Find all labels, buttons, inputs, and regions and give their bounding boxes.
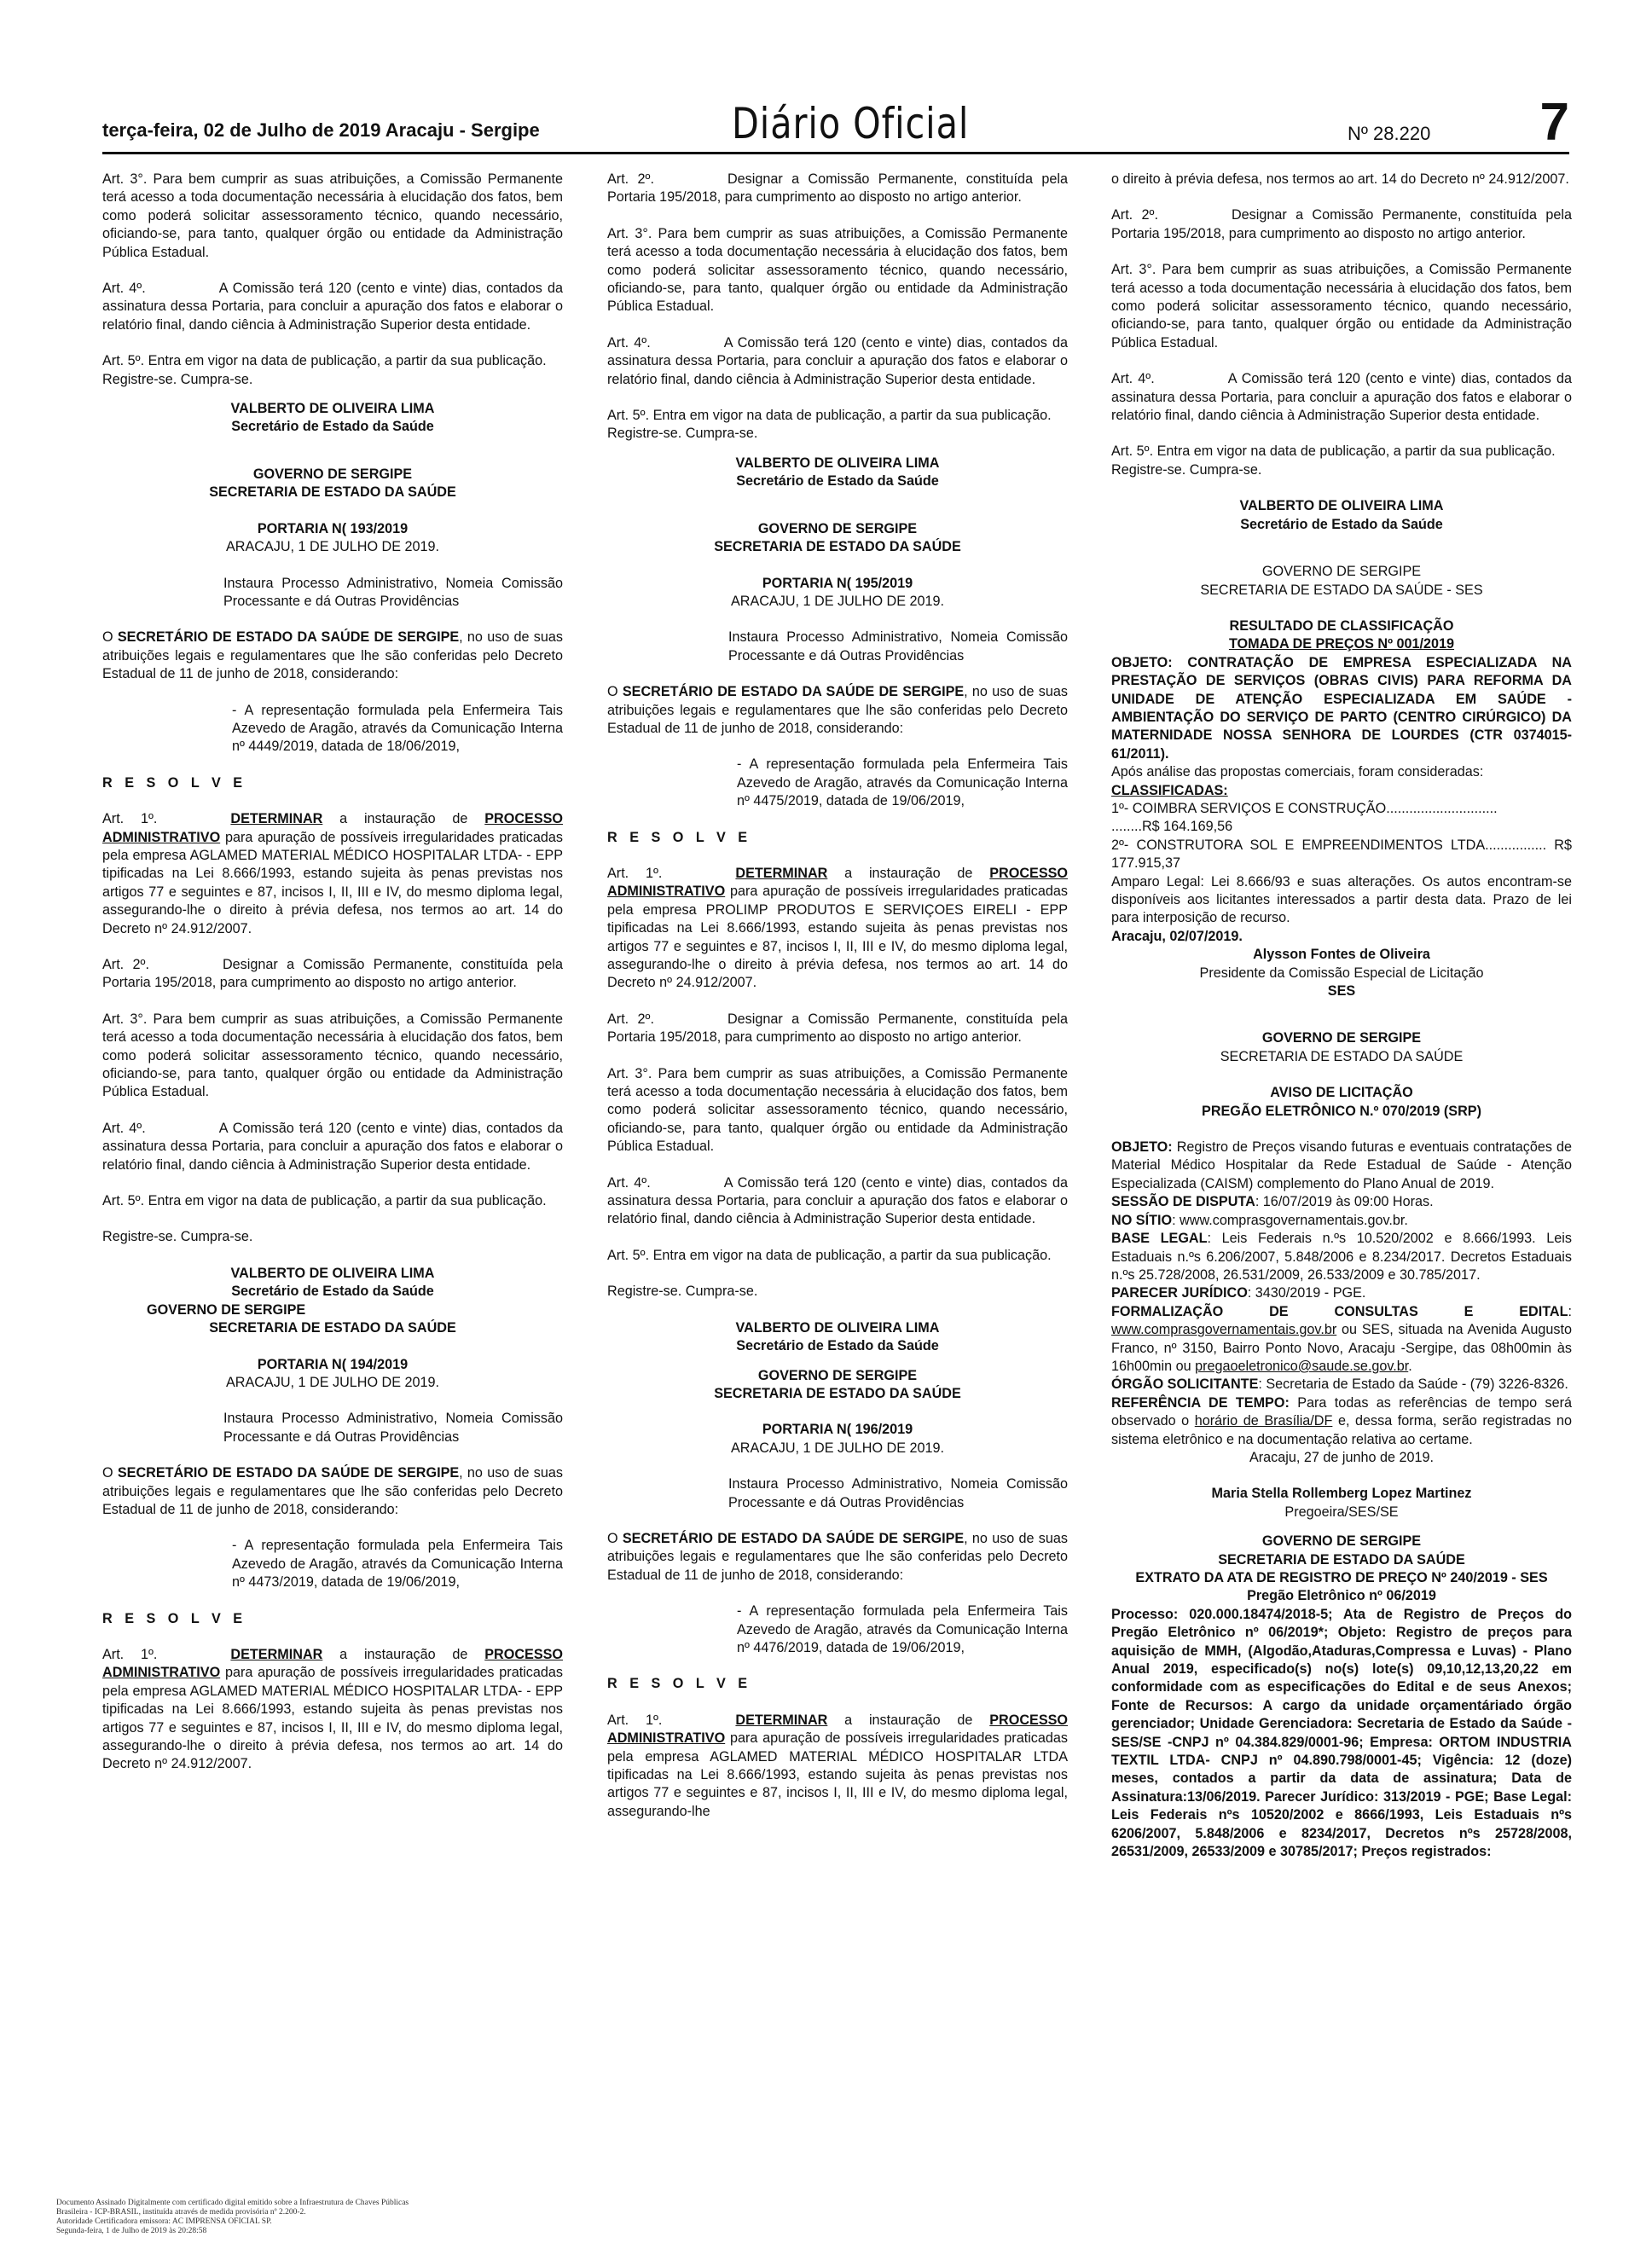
column-1 bbox=[102, 171, 563, 1774]
considerando-quote: - A representação formulada pela Enfermeira Tais Azevedo de Aragão, através da Comunicação Interna nº 4449/2019, datada de 18/06/2019, bbox=[232, 702, 563, 755]
continued-text: o direito à prévia defesa, nos termos ao art. 14 do Decreto nº 24.912/2007. bbox=[1111, 171, 1569, 187]
article-5: Art. 5º. Entra em vigor na data de publicação, a partir da sua publicação. bbox=[102, 353, 547, 369]
secretariat-heading: SECRETARIA DE ESTADO DA SAÚDE - SES bbox=[1200, 582, 1483, 598]
government-heading: GOVERNO DE SERGIPE bbox=[1261, 1533, 1422, 1550]
government-heading: GOVERNO DE SERGIPE bbox=[147, 1301, 306, 1318]
header-date: terça-feira, 02 de Julho de 2019 Aracaju - Sergipe bbox=[102, 119, 540, 141]
notice-sessao: SESSÃO DE DISPUTA: 16/07/2019 às 09:00 Horas. bbox=[1111, 1194, 1434, 1210]
pregao-number: PREGÃO ELETRÔNICO N.º 070/2019 (SRP) bbox=[1202, 1103, 1481, 1119]
portaria-ementa: Instaura Processo Administrativo, Nomeia Comissão Processante e dá Outras Providências bbox=[223, 575, 563, 609]
registre-line: Registre-se. Cumpra-se. bbox=[1111, 461, 1262, 478]
secretariat-heading: SECRETARIA DE ESTADO DA SAÚDE bbox=[714, 539, 961, 555]
resolve-heading: R E S O L V E bbox=[607, 829, 752, 845]
email-link[interactable]: pregaoeletronico@saude.se.gov.br bbox=[1195, 1358, 1409, 1374]
article-1: Art. 1º. DETERMINAR a instauração de PROCESSO ADMINISTRATIVO para apuração de possíveis irregularidades praticadas pela empresa AGLAMED MATERIAL MÉDICO HOSPITALAR LTDA tipificadas na Lei 8.666/1993, estando sujeita às penas previstas nos artigos 77 e seguintes e 87, incisos I, II, III e IV, do mesmo diploma legal, assegurando-lhe bbox=[607, 1712, 1069, 1819]
classified-heading: CLASSIFICADAS: bbox=[1111, 782, 1228, 798]
article-2: Art. 2º. Designar a Comissão Permanente, constituída pela Portaria 195/2018, para cumprimento ao disposto no artigo anterior. bbox=[607, 1011, 1068, 1046]
article-2: Art. 2º. Designar a Comissão Permanente, constituída pela Portaria 195/2018, para cumprimento ao disposto no artigo anterior. bbox=[102, 957, 563, 991]
article-2: Art. 2º. Designar a Comissão Permanente, constituída pela Portaria 195/2018, para cumprimento ao disposto no artigo anterior. bbox=[607, 171, 1068, 206]
page-number: 7 bbox=[1539, 93, 1569, 152]
government-heading: GOVERNO DE SERGIPE bbox=[252, 466, 413, 482]
article-4: Art. 4º. A Comissão terá 120 (cento e vinte) dias, contados da assinatura dessa Portaria, para concluir a apuração dos fatos e elaborar o relatório final, dando ciência à Administração Superior desta entidade. bbox=[102, 1120, 563, 1173]
signature-role: Secretário de Estado da Saúde bbox=[231, 1284, 434, 1300]
result-intro: Após análise das propostas comerciais, foram consideradas: bbox=[1111, 764, 1484, 780]
signature-role: Presidente da Comissão Especial de Licitação bbox=[1199, 965, 1484, 981]
extract-body: Processo: 020.000.18474/2018-5; Ata de Registro de Preços do Pregão Eletrônico nº 06/2019*; Objeto: Registro de preços para aquisição de MMH, (Algodão,Ataduras,Compressa e Luvas) - Plano Anual 2019, especificado(s) no(s) lote(s) 09,10,12,13,20,22 em conformidade com as especificações do Edital e de seus Anexos; Fonte de Recursos: A cargo da unidade orçamentáriado órgão gerenciador; Unidade Gerenciadora: Secretaria de Estado da Saúde - SES/SE -CNPJ nº 04.384.829/0001-96; Empresa: ORTOM INDUSTRIA TEXTIL LTDA- CNPJ nº 04.890.798/0001-45; Vigência: 12 (doze) meses, contados a partir da data de assinatura; Data de Assinatura:13/06/2019. Parecer Jurídico: 313/2019 - PGE; Base Legal: Leis Federais nºs 10520/2002 e 8666/1993, Leis Estaduais nºs 6206/2007, 5.848/2006 e 8234/2017, Decretos nºs 25728/2008, 26531/2009, 26533/2009 e 30785/2017; Preços registrados: bbox=[1111, 1606, 1572, 1860]
resolve-heading: R E S O L V E bbox=[607, 1676, 752, 1692]
secretariat-heading: SECRETARIA DE ESTADO DA SAÚDE bbox=[209, 484, 456, 501]
considerando-quote: - A representação formulada pela Enfermeira Tais Azevedo de Aragão, através da Comunicação Interna nº 4473/2019, datada de 19/06/2019, bbox=[232, 1538, 563, 1591]
government-heading: GOVERNO DE SERGIPE bbox=[757, 1367, 918, 1383]
portaria-ementa: Instaura Processo Administrativo, Nomeia Comissão Processante e dá Outras Providências bbox=[223, 1411, 563, 1445]
preamble: O SECRETÁRIO DE ESTADO DA SAÚDE DE SERGIPE, no uso de suas atribuições legais e regulamentares que lhe são conferidas pelo Decreto Estadual de 11 de junho de 2018, considerando: bbox=[607, 1530, 1069, 1583]
registre-line: Registre-se. Cumpra-se. bbox=[607, 426, 758, 442]
signature-role: Pregoeira/SES/SE bbox=[1284, 1504, 1399, 1520]
result-title: RESULTADO DE CLASSIFICAÇÃO bbox=[1229, 617, 1454, 634]
amparo-legal: Amparo Legal: Lei 8.666/93 e suas alterações. Os autos encontram-se disponíveis aos licitantes interessados a partir desta data. Prazo de lei para interposição de recurso. bbox=[1111, 873, 1572, 926]
signature-role: Secretário de Estado da Saúde bbox=[231, 419, 434, 435]
article-3: Art. 3°. Para bem cumprir as suas atribuições, a Comissão Permanente terá acesso a toda documentação necessária à elucidação dos fatos, bem como poderá solicitar assessoramento técnico, quando necessário, oficiando-se, para tanto, qualquer órgão ou entidade da Administração Pública Estadual. bbox=[102, 171, 563, 260]
article-5: Art. 5º. Entra em vigor na data de publicação, a partir da sua publicação. bbox=[102, 1193, 547, 1209]
government-heading: GOVERNO DE SERGIPE bbox=[1261, 1030, 1422, 1046]
notice-title: AVISO DE LICITAÇÃO bbox=[1270, 1085, 1413, 1101]
header-rule bbox=[102, 152, 1569, 154]
compras-link[interactable]: www.comprasgovernamentais.gov.br bbox=[1111, 1322, 1337, 1338]
secretariat-heading: SECRETARIA DE ESTADO DA SAÚDE bbox=[1218, 1551, 1465, 1568]
edition-number: Nº 28.220 bbox=[1348, 123, 1431, 144]
considerando-quote: - A representação formulada pela Enfermeira Tais Azevedo de Aragão, através da Comunicação Interna nº 4475/2019, datada de 19/06/2019, bbox=[737, 756, 1068, 809]
article-4: Art. 4º. A Comissão terá 120 (cento e vinte) dias, contados da assinatura dessa Portaria, para concluir a apuração dos fatos e elaborar o relatório final, dando ciência à Administração Superior desta entidade. bbox=[607, 1174, 1068, 1227]
signature-name: VALBERTO DE OLIVEIRA LIMA bbox=[735, 1319, 940, 1336]
notice-objeto: OBJETO: Registro de Preços visando futuras e eventuais contratações de Material Médico Hospitalar da Rede Estadual de Saúde - Atenção Especializada (CAISM) complemento do Plano Anual de 2019. bbox=[1111, 1139, 1572, 1191]
article-5: Art. 5º. Entra em vigor na data de publicação, a partir da sua publicação. bbox=[607, 408, 1052, 424]
portaria-title: PORTARIA N( 193/2019 bbox=[257, 520, 409, 536]
government-heading: GOVERNO DE SERGIPE bbox=[1261, 564, 1422, 580]
portaria-ementa: Instaura Processo Administrativo, Nomeia Comissão Processante e dá Outras Providências bbox=[728, 1476, 1068, 1510]
government-heading: GOVERNO DE SERGIPE bbox=[757, 520, 918, 536]
column-3 bbox=[1111, 171, 1572, 1862]
signature-role: Secretário de Estado da Saúde bbox=[736, 473, 939, 490]
extract-title: EXTRATO DA ATA DE REGISTRO DE PREÇO Nº 240/2019 - SES bbox=[1135, 1570, 1548, 1585]
preamble: O SECRETÁRIO DE ESTADO DA SAÚDE DE SERGIPE, no uso de suas atribuições legais e regulamentares que lhe são conferidas pelo Decreto Estadual de 11 de junho de 2018, considerando: bbox=[102, 629, 564, 682]
column-2 bbox=[607, 171, 1068, 1821]
article-3: Art. 3°. Para bem cumprir as suas atribuições, a Comissão Permanente terá acesso a toda documentação necessária à elucidação dos fatos, bem como poderá solicitar assessoramento técnico, quando necessário, oficiando-se, para tanto, qualquer órgão ou entidade da Administração Pública Estadual. bbox=[1111, 262, 1572, 351]
secretariat-heading: SECRETARIA DE ESTADO DA SAÚDE bbox=[1220, 1048, 1464, 1064]
notice-referencia: REFERÊNCIA DE TEMPO: Para todas as referências de tempo será observado o horário de Brasília/DF e, dessa forma, serão registradas no sistema eletrônico e na documentação relativa ao certame. bbox=[1111, 1394, 1572, 1447]
portaria-date: ARACAJU, 1 DE JULHO DE 2019. bbox=[730, 1440, 945, 1456]
article-4: Art. 4º. A Comissão terá 120 (cento e vinte) dias, contados da assinatura dessa Portaria, para concluir a apuração dos fatos e elaborar o relatório final, dando ciência à Administração Superior desta entidade. bbox=[102, 281, 563, 333]
signature-name: VALBERTO DE OLIVEIRA LIMA bbox=[230, 401, 435, 417]
notice-date: Aracaju, 27 de junho de 2019. bbox=[1249, 1449, 1434, 1465]
article-5: Art. 5º. Entra em vigor na data de publicação, a partir da sua publicação. bbox=[607, 1247, 1052, 1263]
registre-line: Registre-se. Cumpra-se. bbox=[607, 1284, 758, 1300]
portaria-date: ARACAJU, 1 DE JULHO DE 2019. bbox=[225, 539, 440, 555]
article-3: Art. 3°. Para bem cumprir as suas atribuições, a Comissão Permanente terá acesso a toda documentação necessária à elucidação dos fatos, bem como poderá solicitar assessoramento técnico, quando necessário, oficiando-se, para tanto, qualquer órgão ou entidade da Administração Pública Estadual. bbox=[102, 1011, 563, 1100]
classified-1-value: ........R$ 164.169,56 bbox=[1111, 819, 1233, 835]
page-header bbox=[102, 92, 1569, 154]
portaria-ementa: Instaura Processo Administrativo, Nomeia Comissão Processante e dá Outras Providências bbox=[728, 629, 1068, 664]
resolve-heading: R E S O L V E bbox=[102, 774, 247, 791]
result-objeto: OBJETO: CONTRATAÇÃO DE EMPRESA ESPECIALIZADA NA PRESTAÇÃO DE SERVIÇOS (OBRAS CIVIS) PARA REFORMA DA UNIDADE DE ATENÇÃO ESPECIALIZADA EM SAÚDE - AMBIENTAÇÃO DO SERVIÇO DE PARTO (CENTRO CIRÚRGICO) DA MATERNIDADE NOSSA SENHORA DE LOURDES (CTR 0374015-61/2011). bbox=[1111, 654, 1572, 762]
article-1: Art. 1º. DETERMINAR a instauração de PROCESSO ADMINISTRATIVO para apuração de possíveis irregularidades praticadas pela empresa AGLAMED MATERIAL MÉDICO HOSPITALAR LTDA- - EPP tipificadas na Lei 8.666/1993, estando sujeita às penas previstas nos artigos 77 e seguintes e 87, incisos I, II, III e IV, do mesmo diploma legal, assegurando-lhe o direito à prévia defesa, nos termos ao art. 14 do Decreto nº 24.912/2007. bbox=[102, 1646, 564, 1772]
registre-line: Registre-se. Cumpra-se. bbox=[102, 371, 253, 387]
registre-line: Registre-se. Cumpra-se. bbox=[102, 1229, 253, 1245]
classified-1: 1º- COIMBRA SERVIÇOS E CONSTRUÇÃO............................. bbox=[1111, 800, 1498, 816]
classified-2: 2º- CONSTRUTORA SOL E EMPREENDIMENTOS LTDA................ R$ 177.915,37 bbox=[1111, 837, 1572, 872]
notice-sitio: NO SÍTIO: www.comprasgovernamentais.gov.br. bbox=[1111, 1212, 1408, 1228]
newspaper-title: Diário Oficial bbox=[732, 99, 970, 148]
signature-name: Alysson Fontes de Oliveira bbox=[1253, 947, 1430, 963]
article-4: Art. 4º. A Comissão terá 120 (cento e vinte) dias, contados da assinatura dessa Portaria, para concluir a apuração dos fatos e elaborar o relatório final, dando ciência à Administração Superior desta entidade. bbox=[1111, 371, 1572, 424]
notice-parecer: PARECER JURÍDICO: 3430/2019 - PGE. bbox=[1111, 1285, 1366, 1301]
secretariat-heading: SECRETARIA DE ESTADO DA SAÚDE bbox=[209, 1320, 456, 1336]
notice-formalizacao: FORMALIZAÇÃO DE CONSULTAS E EDITAL: www.comprasgovernamentais.gov.br ou SES, situada na Avenida Augusto Franco, nº 3150, Bairro Ponto Novo, Aracaju -Sergipe, das 08h00min às 16h00min ou pregaoeletronico@saude.se.gov.br. bbox=[1111, 1303, 1572, 1374]
article-5: Art. 5º. Entra em vigor na data de publicação, a partir da sua publicação. bbox=[1111, 443, 1556, 460]
preamble: O SECRETÁRIO DE ESTADO DA SAÚDE DE SERGIPE, no uso de suas atribuições legais e regulamentares que lhe são conferidas pelo Decreto Estadual de 11 de junho de 2018, considerando: bbox=[102, 1465, 564, 1517]
considerando-quote: - A representação formulada pela Enfermeira Tais Azevedo de Aragão, através da Comunicação Interna nº 4476/2019, datada de 19/06/2019, bbox=[737, 1603, 1068, 1655]
tomada-precos: TOMADA DE PREÇOS Nº 001/2019 bbox=[1228, 636, 1455, 652]
article-3: Art. 3°. Para bem cumprir as suas atribuições, a Comissão Permanente terá acesso a toda documentação necessária à elucidação dos fatos, bem como poderá solicitar assessoramento técnico, quando necessário, oficiando-se, para tanto, qualquer órgão ou entidade da Administração Pública Estadual. bbox=[607, 225, 1068, 315]
portaria-date: ARACAJU, 1 DE JULHO DE 2019. bbox=[225, 1374, 440, 1390]
portaria-title: PORTARIA N( 196/2019 bbox=[762, 1422, 913, 1438]
result-date: Aracaju, 02/07/2019. bbox=[1111, 928, 1243, 944]
notice-base-legal: BASE LEGAL: Leis Federais n.ºs 10.520/2002 e 8.666/1993. Leis Estaduais n.ºs 6.206/2007, 5.848/2006 e 8.234/2017. Decretos Estaduais n.ºs 25.728/2008, 26.531/2009, 26.533/2009 e 30.785/2017. bbox=[1111, 1231, 1572, 1283]
secretariat-heading: SECRETARIA DE ESTADO DA SAÚDE bbox=[714, 1385, 961, 1401]
article-1: Art. 1º. DETERMINAR a instauração de PROCESSO ADMINISTRATIVO para apuração de possíveis irregularidades praticadas pela empresa AGLAMED MATERIAL MÉDICO HOSPITALAR LTDA- - EPP tipificadas na Lei 8.666/1993, estando sujeita às penas previstas nos artigos 77 e seguintes e 87, incisos I, II, III e IV, do mesmo diploma legal, assegurando-lhe o direito à prévia defesa, nos termos ao art. 14 do Decreto nº 24.912/2007. bbox=[102, 811, 564, 936]
signature-name: Maria Stella Rollemberg Lopez Martinez bbox=[1211, 1486, 1472, 1502]
signature-role: Secretário de Estado da Saúde bbox=[1240, 516, 1443, 532]
signature-name: VALBERTO DE OLIVEIRA LIMA bbox=[230, 1265, 435, 1281]
portaria-title: PORTARIA N( 194/2019 bbox=[257, 1356, 409, 1372]
preamble: O SECRETÁRIO DE ESTADO DA SAÚDE DE SERGIPE, no uso de suas atribuições legais e regulamentares que lhe são conferidas pelo Decreto Estadual de 11 de junho de 2018, considerando: bbox=[607, 684, 1069, 736]
signature-name: VALBERTO DE OLIVEIRA LIMA bbox=[735, 455, 940, 471]
notice-orgao: ÓRGÃO SOLICITANTE: Secretaria de Estado da Saúde - (79) 3226-8326. bbox=[1111, 1376, 1568, 1393]
article-1: Art. 1º. DETERMINAR a instauração de PROCESSO ADMINISTRATIVO para apuração de possíveis irregularidades praticadas pela empresa PROLIMP PRODUTOS E SERVIÇOES EIRELI - EPP tipificadas na Lei 8.666/1993, estando sujeita às penas previstas nos artigos 77 e seguintes e 87, incisos I, II, III e IV, do mesmo diploma legal, assegurando-lhe o direito à prévia defesa, nos termos ao art. 14 do Decreto nº 24.912/2007. bbox=[607, 865, 1069, 991]
resolve-heading: R E S O L V E bbox=[102, 1610, 247, 1626]
signature-org: SES bbox=[1327, 983, 1356, 1000]
extract-pregao: Pregão Eletrônico nº 06/2019 bbox=[1247, 1588, 1436, 1604]
digital-signature-footer: Documento Assinado Digitalmente com certificado digital emitido sobre a Infraestrutura de Chaves Públicas Brasileira - ICP-BRASIL, instituída através de medida provisória nº 2.200-2. Autoridade Certificadora emissora: AC IMPRENSA OFICIAL SP. Segunda-feira, 1 de Julho de 2019 às 20:28:58 bbox=[56, 2199, 409, 2235]
article-3: Art. 3°. Para bem cumprir as suas atribuições, a Comissão Permanente terá acesso a toda documentação necessária à elucidação dos fatos, bem como poderá solicitar assessoramento técnico, quando necessário, oficiando-se, para tanto, qualquer órgão ou entidade da Administração Pública Estadual. bbox=[607, 1065, 1068, 1155]
article-2: Art. 2º. Designar a Comissão Permanente, constituída pela Portaria 195/2018, para cumprimento ao disposto no artigo anterior. bbox=[1111, 207, 1572, 241]
signature-name: VALBERTO DE OLIVEIRA LIMA bbox=[1239, 498, 1444, 514]
portaria-date: ARACAJU, 1 DE JULHO DE 2019. bbox=[730, 593, 945, 609]
portaria-title: PORTARIA N( 195/2019 bbox=[762, 575, 913, 591]
signature-role: Secretário de Estado da Saúde bbox=[736, 1338, 939, 1354]
article-4: Art. 4º. A Comissão terá 120 (cento e vinte) dias, contados da assinatura dessa Portaria, para concluir a apuração dos fatos e elaborar o relatório final, dando ciência à Administração Superior desta entidade. bbox=[607, 334, 1068, 387]
